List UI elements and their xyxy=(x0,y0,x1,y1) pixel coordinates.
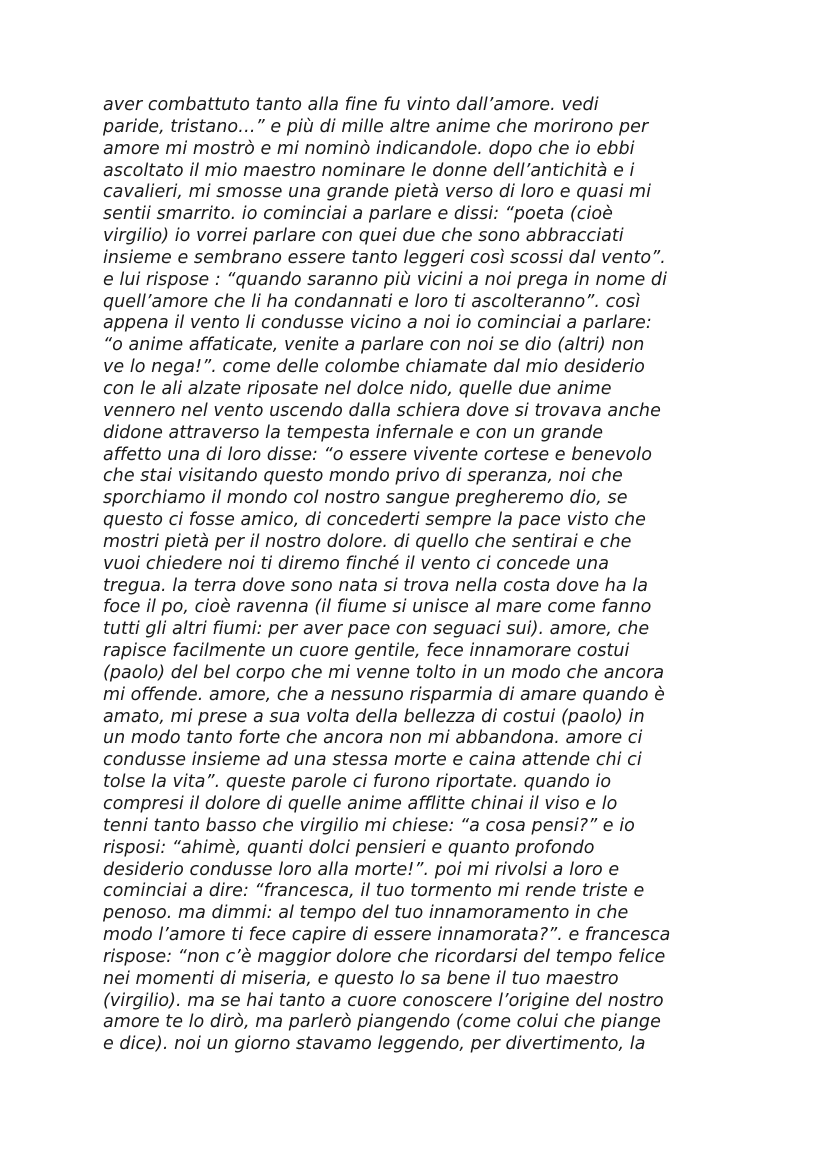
text-line: e lui rispose : “quando saranno più vicini a noi prega in nome di xyxy=(103,269,668,290)
text-line: vuoi chiedere noi ti diremo finché il vento ci concede una xyxy=(103,553,609,574)
text-line: aver combattuto tanto alla fine fu vinto dall’amore. vedi xyxy=(103,95,599,115)
text-line: rispose: “non c’è maggior dolore che ricordarsi del tempo felice xyxy=(103,946,666,967)
text-line: didone attraverso la tempesta infernale e con un grande xyxy=(103,422,604,443)
text-line: amore te lo dirò, ma parlerò piangendo (come colui che piange xyxy=(103,1012,661,1033)
text-line: penoso. ma dimmi: al tempo del tuo innamoramento in che xyxy=(103,903,629,924)
text-line: tolse la vita”. queste parole ci furono riportate. quando io xyxy=(103,772,612,793)
text-line: risposi: “ahimè, quanti dolci pensieri e quanto profondo xyxy=(103,837,595,858)
text-line: vennero nel vento uscendo dalla schiera dove si trovava anche xyxy=(103,400,661,421)
text-line: (virgilio). ma se hai tanto a cuore conoscere l’origine del nostro xyxy=(103,990,664,1011)
text-line: compresi il dolore di quelle anime afflitte chinai il viso e lo xyxy=(103,794,618,814)
text-line: affetto una di loro disse: “o essere vivente cortese e benevolo xyxy=(103,444,652,465)
text-line: amore mi mostrò e mi nominò indicandole. dopo che io ebbi xyxy=(103,138,635,159)
body-text xyxy=(103,95,743,1056)
text-line: paride, tristano…” e più di mille altre anime che morirono per xyxy=(103,116,649,137)
text-line: tenni tanto basso che virgilio mi chiese: “a cosa pensi?” e io xyxy=(103,815,635,836)
text-line: mostri pietà per il nostro dolore. di quello che sentirai e che xyxy=(103,531,632,552)
text-line: virgilio) io vorrei parlare con quei due che sono abbracciati xyxy=(103,226,624,247)
text-line: desiderio condusse loro alla morte!”. poi mi rivolsi a loro e xyxy=(103,859,620,880)
text-line: rapisce facilmente un cuore gentile, fece innamorare costui xyxy=(103,641,630,662)
text-line: amato, mi prese a sua volta della bellezza di costui (paolo) in xyxy=(103,706,645,727)
text-line: quell’amore che li ha condannati e loro ti ascolteranno”. così xyxy=(103,291,641,312)
text-line: foce il po, cioè ravenna (il fiume si unisce al mare come fanno xyxy=(103,597,652,618)
text-line: cavalieri, mi smosse una grande pietà verso di loro e quasi mi xyxy=(103,182,651,203)
text-line: ve lo nega!”. come delle colombe chiamate dal mio desiderio xyxy=(103,357,645,378)
text-line: sporchiamo il mondo col nostro sangue pregheremo dio, se xyxy=(103,488,628,509)
text-line: un modo tanto forte che ancora non mi abbandona. amore ci xyxy=(103,728,643,749)
text-line: nei momenti di miseria, e questo lo sa bene il tuo maestro xyxy=(103,968,619,989)
text-line: “o anime affaticate, venite a parlare con noi se dio (altri) non xyxy=(103,335,645,356)
text-line: mi offende. amore, che a nessuno risparmia di amare quando è xyxy=(103,684,665,705)
text-line: tregua. la terra dove sono nata si trova nella costa dove ha la xyxy=(103,575,648,596)
text-line: insieme e sembrano essere tanto leggeri così scossi dal vento”. xyxy=(103,247,666,268)
text-line: modo l’amore ti fece capire di essere innamorata?”. e francesca xyxy=(103,925,671,946)
text-line: cominciai a dire: “francesca, il tuo tormento mi rende triste e xyxy=(103,881,645,902)
text-line: appena il vento li condusse vicino a noi io cominciai a parlare: xyxy=(103,313,652,334)
text-line: con le ali alzate riposate nel dolce nido, quelle due anime xyxy=(103,378,612,399)
text-line: questo ci fosse amico, di concederti sempre la pace visto che xyxy=(103,510,646,531)
text-line: ascoltato il mio maestro nominare le donne dell’antichità e i xyxy=(103,160,635,181)
text-line: condusse insieme ad una stessa morte e caina attende chi ci xyxy=(103,750,642,771)
text-line: e dice). noi un giorno stavamo leggendo, per divertimento, la xyxy=(103,1034,646,1055)
text-line: tutti gli altri fiumi: per aver pace con seguaci sui). amore, che xyxy=(103,619,650,640)
text-line: che stai visitando questo mondo privo di speranza, noi che xyxy=(103,466,623,487)
text-line: sentii smarrito. io cominciai a parlare e dissi: “poeta (cioè xyxy=(103,204,613,225)
text-line: (paolo) del bel corpo che mi venne tolto in un modo che ancora xyxy=(103,662,665,683)
